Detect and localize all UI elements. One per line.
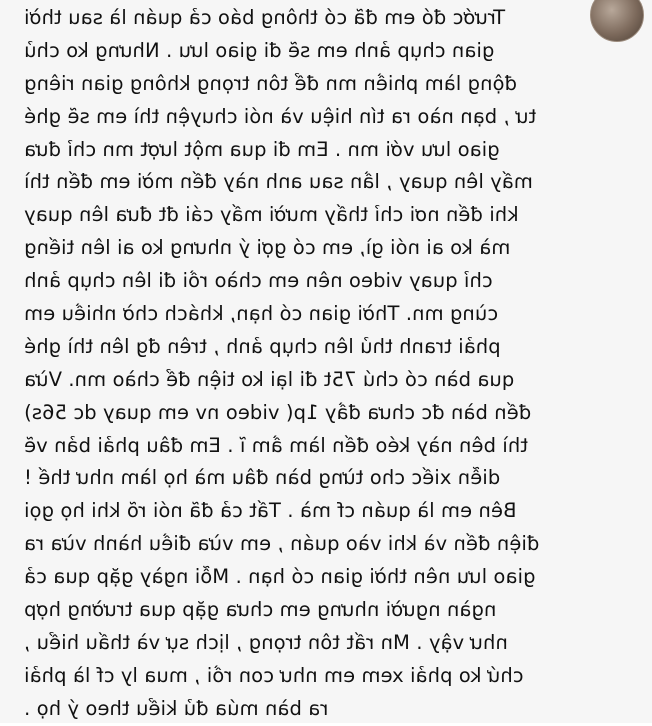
comment-line: như vậy . Mn rất tôn trọng , lịch sự và thấu hiểu , xyxy=(24,630,508,654)
comment-line: thì bên này kéo đến làm ầm ĩ . Em đâu phải bản vẽ xyxy=(24,433,528,457)
comment-line: điện đến và khi vào quán , em vừa điều hành vừa ra xyxy=(24,532,540,556)
comment-line: gian chụp ảnh em sẽ đi giao lưu . Nhưng ko chủ xyxy=(24,38,495,62)
comment-line: ngàn người nhưng em chưa gặp qua trường hợp xyxy=(24,598,497,622)
comment-line: chỉ quay video nên em chào rồi đi lên chụp ảnh xyxy=(24,269,493,293)
comment-line: đến bàn đc chưa đầy 1p( video nv em quay dc 56s) xyxy=(24,400,532,424)
comment-line: phải tranh thủ lên chụp ảnh , trên đg lên thì ghé xyxy=(24,334,501,358)
comment-line: động làm phiền mn để tôn trọng không gian riêng xyxy=(24,71,517,95)
comment-line: Trước đó em đã có thông báo cả quán là sau thời xyxy=(24,6,506,29)
comment-line: ra bàn múa đủ kiểu theo ý họ . xyxy=(24,696,329,720)
comment-line: Bên em là quán cf mà . Tất cả đã nói rõ khi họ gọi xyxy=(24,499,517,523)
comment-line: mấy lên quay , lần sau anh này đến mời em đến thì xyxy=(24,170,533,194)
comment-line: khi đến nơi chỉ thấy mười mấy cái đt đưa lên quay xyxy=(24,203,519,227)
comment-line: giao lưu với mn . Em đi qua một lượt mn chỉ đưa xyxy=(24,137,500,161)
comment-line: cùng mn. Thời gian có hạn, khách chờ nhiều em xyxy=(24,302,499,326)
comment-line: chứ ko phải xem em như con rồi , mua ly cf là phải xyxy=(24,663,524,687)
comment-line: mà ko ai nói gì, em có gợi ý nhưng ko ai lên tiếng xyxy=(24,236,511,260)
comment-line: tư , bạn nào ra tín hiệu và nói chuyện thì em sẽ ghé xyxy=(24,104,537,128)
comment-line: diễn xiếc cho từng bàn đâu mà họ làm như thế ! xyxy=(24,466,501,490)
comment-text xyxy=(24,2,624,726)
comment-line: giao lưu nên thời gian có hạn . Mỗi ngày gặp qua cả xyxy=(24,565,536,589)
comment-line: qua bàn có chú 75t đi lại ko tiện để chào mn. Vừa xyxy=(24,367,515,391)
